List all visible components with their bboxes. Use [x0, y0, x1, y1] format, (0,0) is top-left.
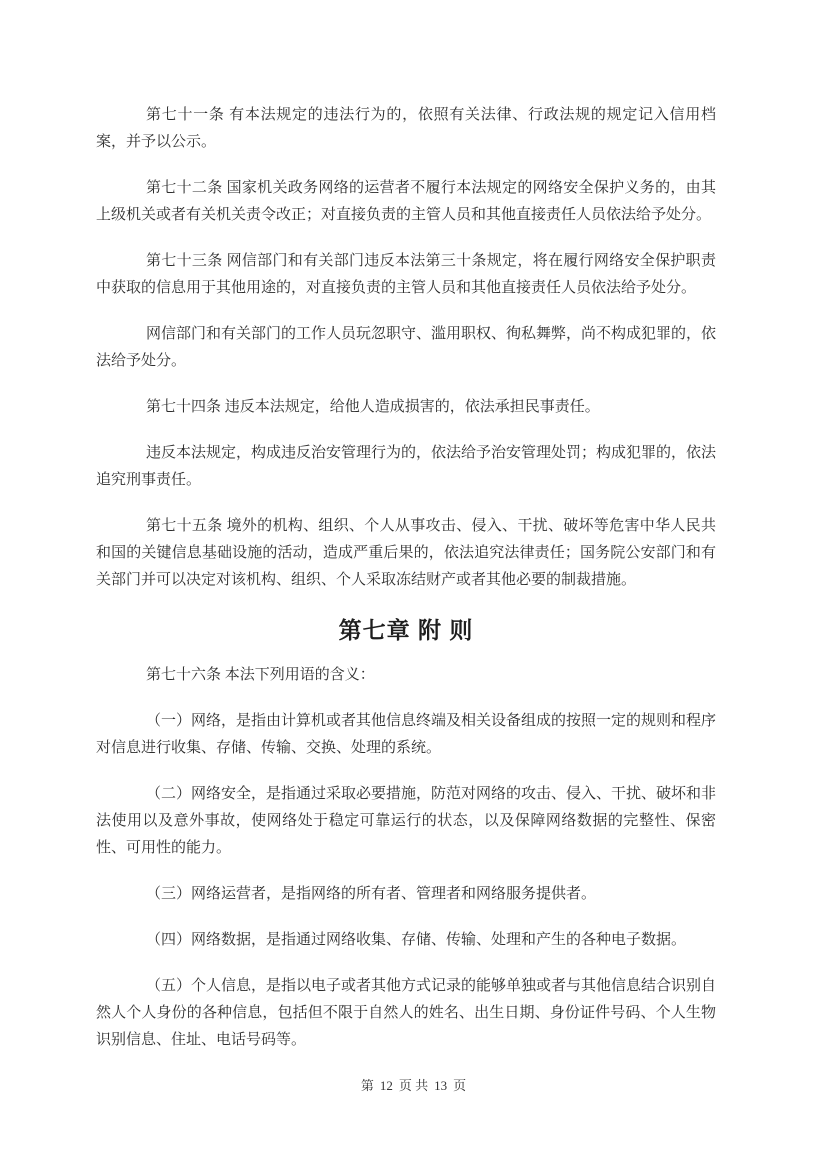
p-article-76: 第七十六条 本法下列用语的含义：: [146, 667, 375, 683]
p-article-71: 第七十一条 有本法规定的违法行为的，依照有关法律、行政法规的规定记入信用档案，并予以公示。: [96, 107, 716, 150]
p-definition-4-network-data: （四）网络数据，是指通过网络收集、存储、传输、处理和产生的各种电子数据。: [146, 932, 687, 948]
heading-chapter-7: 第七章 附 则: [338, 617, 474, 643]
footer-total-pages: 13: [434, 1078, 448, 1093]
footer-page-number: 12: [379, 1078, 393, 1093]
footer-infix: 页 共: [398, 1078, 429, 1093]
document-content: [96, 102, 716, 1073]
p-article-73: 第七十三条 网信部门和有关部门违反本法第三十条规定，将在履行网络安全保护职责中获取的信息用于其他用途的，对直接负责的主管人员和其他直接责任人员依法给予处分。: [96, 253, 716, 296]
p-article-74: 第七十四条 违反本法规定，给他人造成损害的，依法承担民事责任。: [146, 399, 600, 415]
p-definition-1-network: （一）网络，是指由计算机或者其他信息终端及相关设备组成的按照一定的规则和程序对信息进行收集、存储、传输、交换、处理的系统。: [96, 713, 717, 756]
footer-prefix: 第: [360, 1078, 374, 1093]
p-definition-5-personal-information: （五）个人信息，是指以电子或者其他方式记录的能够单独或者与其他信息结合识别自然人个人身份的各种信息，包括但不限于自然人的姓名、出生日期、身份证件号码、个人生物识别信息、住址、电话号码等。: [96, 978, 717, 1048]
p-article-75: 第七十五条 境外的机构、组织、个人从事攻击、侵入、干扰、破坏等危害中华人民共和国的关键信息基础设施的活动，造成严重后果的，依法追究法律责任；国务院公安部门和有关部门并可以决定对该机构、组织、个人采取冻结财产或者其他必要的制裁措施。: [96, 518, 716, 588]
page-footer-text: [361, 1076, 466, 1096]
page-footer: [0, 1076, 827, 1096]
p-definition-3-network-operator: （三）网络运营者，是指网络的所有者、管理者和网络服务提供者。: [146, 886, 597, 902]
footer-suffix: 页: [453, 1078, 467, 1093]
p-article-74-para2: 违反本法规定，构成违反治安管理行为的，依法给予治安管理处罚；构成犯罪的，依法追究刑事责任。: [96, 445, 717, 488]
p-article-72: 第七十二条 国家机关政务网络的运营者不履行本法规定的网络安全保护义务的，由其上级机关或者有关机关责令改正；对直接负责的主管人员和其他直接责任人员依法给予处分。: [96, 180, 716, 223]
p-article-73-para2: 网信部门和有关部门的工作人员玩忽职守、滥用职权、徇私舞弊，尚不构成犯罪的，依法给予处分。: [96, 326, 717, 369]
p-definition-2-cybersecurity: （二）网络安全，是指通过采取必要措施，防范对网络的攻击、侵入、干扰、破坏和非法使用以及意外事故，使网络处于稳定可靠运行的状态，以及保障网络数据的完整性、保密性、可用性的能力。: [96, 786, 717, 856]
